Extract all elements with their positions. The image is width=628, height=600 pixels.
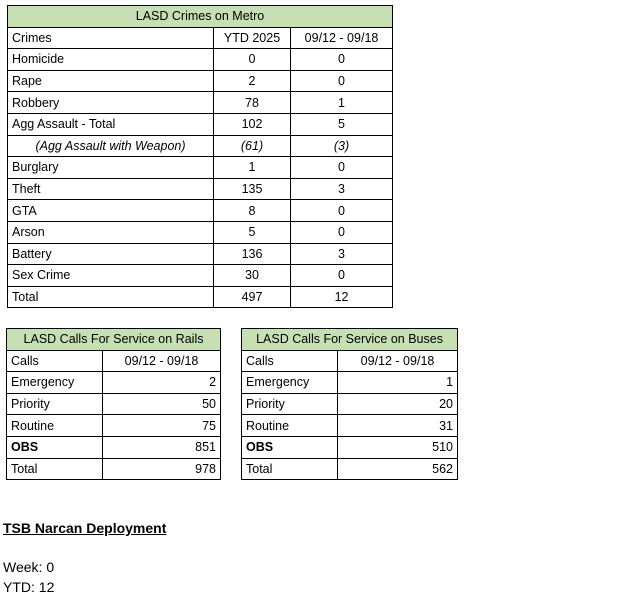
call-count: 1: [338, 372, 458, 394]
table-row: [8, 49, 393, 71]
week-value: (3): [291, 135, 393, 157]
total-row: [242, 458, 458, 480]
column-header: 09/12 - 09/18: [103, 350, 221, 372]
call-count: 20: [338, 393, 458, 415]
crime-label: GTA: [8, 200, 214, 222]
week-value: 0: [291, 265, 393, 287]
tsb-narcan-heading: TSB Narcan Deployment: [3, 520, 167, 536]
total-row: [7, 458, 221, 480]
ytd-value: (61): [214, 135, 291, 157]
table-row: [7, 436, 221, 458]
call-count: 510: [338, 436, 458, 458]
crimes-header-row: [8, 27, 393, 49]
week-value: 3: [291, 243, 393, 265]
week-value: 0: [291, 200, 393, 222]
column-header: Calls: [7, 350, 103, 372]
call-type-label: Emergency: [242, 372, 338, 394]
table-row: [8, 70, 393, 92]
call-type-label: Routine: [7, 415, 103, 437]
table-row: [8, 135, 393, 157]
column-header: Crimes: [8, 27, 214, 49]
buses-table-title: LASD Calls For Service on Buses: [242, 329, 458, 351]
crime-label: Burglary: [8, 157, 214, 179]
call-count: 2: [103, 372, 221, 394]
table-row: [242, 372, 458, 394]
tsb-ytd-count: YTD: 12: [3, 579, 55, 595]
crime-label: (Agg Assault with Weapon): [8, 135, 214, 157]
call-type-label: Total: [242, 458, 338, 480]
call-type-label: Priority: [7, 393, 103, 415]
crime-label: Homicide: [8, 49, 214, 71]
ytd-value: 0: [214, 49, 291, 71]
table-row: [7, 372, 221, 394]
ytd-value: 78: [214, 92, 291, 114]
call-count: 75: [103, 415, 221, 437]
call-count: 562: [338, 458, 458, 480]
table-row: [8, 265, 393, 287]
table-row: [242, 393, 458, 415]
column-header: 09/12 - 09/18: [291, 27, 393, 49]
call-count: 31: [338, 415, 458, 437]
table-row: [8, 200, 393, 222]
crime-label: Rape: [8, 70, 214, 92]
crime-label: Total: [8, 286, 214, 308]
table-row: [7, 415, 221, 437]
ytd-value: 5: [214, 221, 291, 243]
call-type-label: Priority: [242, 393, 338, 415]
table-row: [8, 157, 393, 179]
rails-table-title: LASD Calls For Service on Rails: [7, 329, 221, 351]
week-value: 0: [291, 221, 393, 243]
crime-label: Arson: [8, 221, 214, 243]
crime-label: Robbery: [8, 92, 214, 114]
call-count: 851: [103, 436, 221, 458]
week-value: 12: [291, 286, 393, 308]
ytd-value: 135: [214, 178, 291, 200]
table-row: [242, 436, 458, 458]
table-row: [8, 113, 393, 135]
call-type-label: OBS: [242, 436, 338, 458]
table-row: [8, 221, 393, 243]
call-type-label: Total: [7, 458, 103, 480]
crime-label: Sex Crime: [8, 265, 214, 287]
rails-calls-table: [6, 328, 221, 480]
ytd-value: 2: [214, 70, 291, 92]
ytd-value: 1: [214, 157, 291, 179]
table-row: [8, 92, 393, 114]
table-row: [8, 178, 393, 200]
column-header: Calls: [242, 350, 338, 372]
rails-header-row: [7, 350, 221, 372]
column-header: 09/12 - 09/18: [338, 350, 458, 372]
week-value: 0: [291, 70, 393, 92]
crime-label: Battery: [8, 243, 214, 265]
ytd-value: 497: [214, 286, 291, 308]
call-type-label: Routine: [242, 415, 338, 437]
ytd-value: 30: [214, 265, 291, 287]
call-count: 50: [103, 393, 221, 415]
week-value: 3: [291, 178, 393, 200]
table-row: [8, 243, 393, 265]
crime-label: Agg Assault - Total: [8, 113, 214, 135]
call-type-label: Emergency: [7, 372, 103, 394]
week-value: 0: [291, 157, 393, 179]
crime-label: Theft: [8, 178, 214, 200]
ytd-value: 102: [214, 113, 291, 135]
table-row: [242, 415, 458, 437]
column-header: YTD 2025: [214, 27, 291, 49]
crimes-table-title: LASD Crimes on Metro: [8, 6, 393, 28]
tsb-week-count: Week: 0: [3, 559, 55, 575]
week-value: 1: [291, 92, 393, 114]
week-value: 5: [291, 113, 393, 135]
buses-header-row: [242, 350, 458, 372]
call-count: 978: [103, 458, 221, 480]
crimes-table: [7, 5, 393, 308]
table-row: [7, 393, 221, 415]
call-type-label: OBS: [7, 436, 103, 458]
ytd-value: 136: [214, 243, 291, 265]
total-row: [8, 286, 393, 308]
ytd-value: 8: [214, 200, 291, 222]
week-value: 0: [291, 49, 393, 71]
buses-calls-table: [241, 328, 458, 480]
